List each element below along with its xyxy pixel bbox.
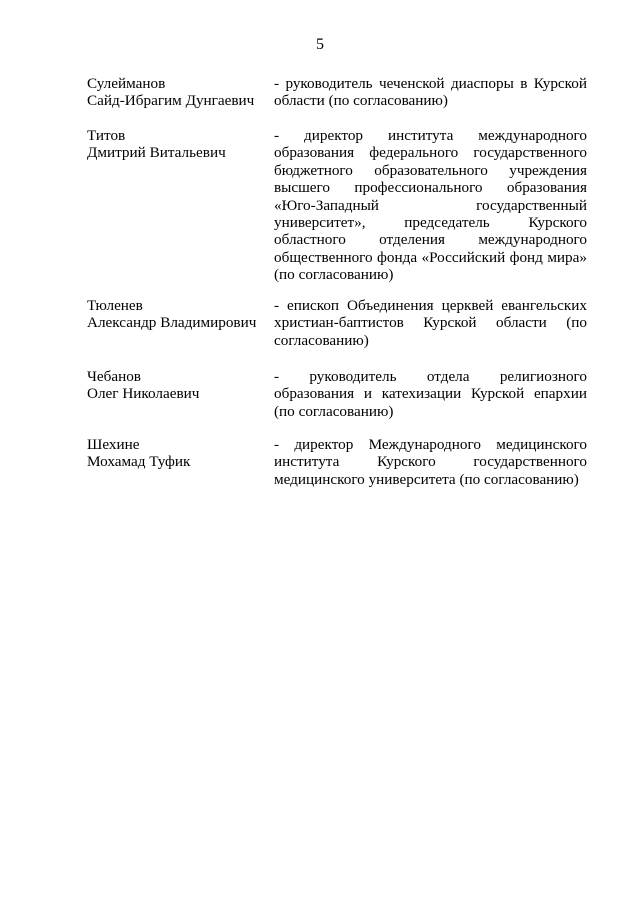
- description-line: - директор Международного медицинского: [274, 436, 587, 453]
- description-line: - епископ Объединения церквей евангельских: [274, 297, 587, 314]
- member-name: [87, 368, 272, 402]
- member-given-names: Дмитрий Витальевич: [87, 144, 226, 162]
- member-description: [274, 75, 587, 110]
- member-description: [274, 127, 587, 284]
- member-given-names: Александр Владимирович: [87, 314, 257, 332]
- member-given-names: Сайд-Ибрагим Дунгаевич: [87, 92, 255, 110]
- description-line: - руководитель чеченской диаспоры в Курской: [274, 75, 587, 92]
- member-surname: Чебанов: [87, 368, 141, 385]
- description-line: области (по согласованию): [274, 92, 448, 110]
- member-description: [274, 436, 587, 488]
- description-line: христиан-баптистов Курской области (по: [274, 314, 587, 332]
- member-name: [87, 297, 272, 331]
- member-name: [87, 127, 272, 161]
- description-line: - руководитель отдела религиозного: [274, 368, 587, 385]
- description-line: образования федерального государственного: [274, 144, 587, 162]
- description-line: областного отделения международного: [274, 231, 587, 249]
- description-line: образования и катехизации Курской епархии: [274, 385, 587, 403]
- description-line: института Курского государственного: [274, 453, 587, 471]
- description-line: медицинского университета (по согласованию): [274, 470, 579, 488]
- description-line: согласованию): [274, 331, 369, 349]
- member-given-names: Олег Николаевич: [87, 385, 200, 403]
- description-line: «Юго-Западный государственный: [274, 196, 587, 214]
- description-line: (по согласованию): [274, 402, 394, 420]
- member-description: [274, 368, 587, 420]
- description-line: - директор института международного: [274, 127, 587, 144]
- member-given-names: Мохамад Туфик: [87, 453, 191, 471]
- member-surname: Тюленев: [87, 297, 143, 314]
- page-number: 5: [316, 36, 324, 53]
- member-surname: Шехине: [87, 436, 140, 453]
- member-surname: Титов: [87, 127, 126, 144]
- member-description: [274, 297, 587, 349]
- member-name: [87, 75, 272, 109]
- description-line: (по согласованию): [274, 266, 394, 284]
- member-surname: Сулейманов: [87, 75, 166, 92]
- description-line: высшего профессионального образования: [274, 179, 587, 197]
- description-line: бюджетного образовательного учреждения: [274, 161, 587, 179]
- description-line: университет», председатель Курского: [274, 214, 587, 232]
- member-name: [87, 436, 272, 470]
- description-line: общественного фонда «Российский фонд мира»: [274, 248, 587, 266]
